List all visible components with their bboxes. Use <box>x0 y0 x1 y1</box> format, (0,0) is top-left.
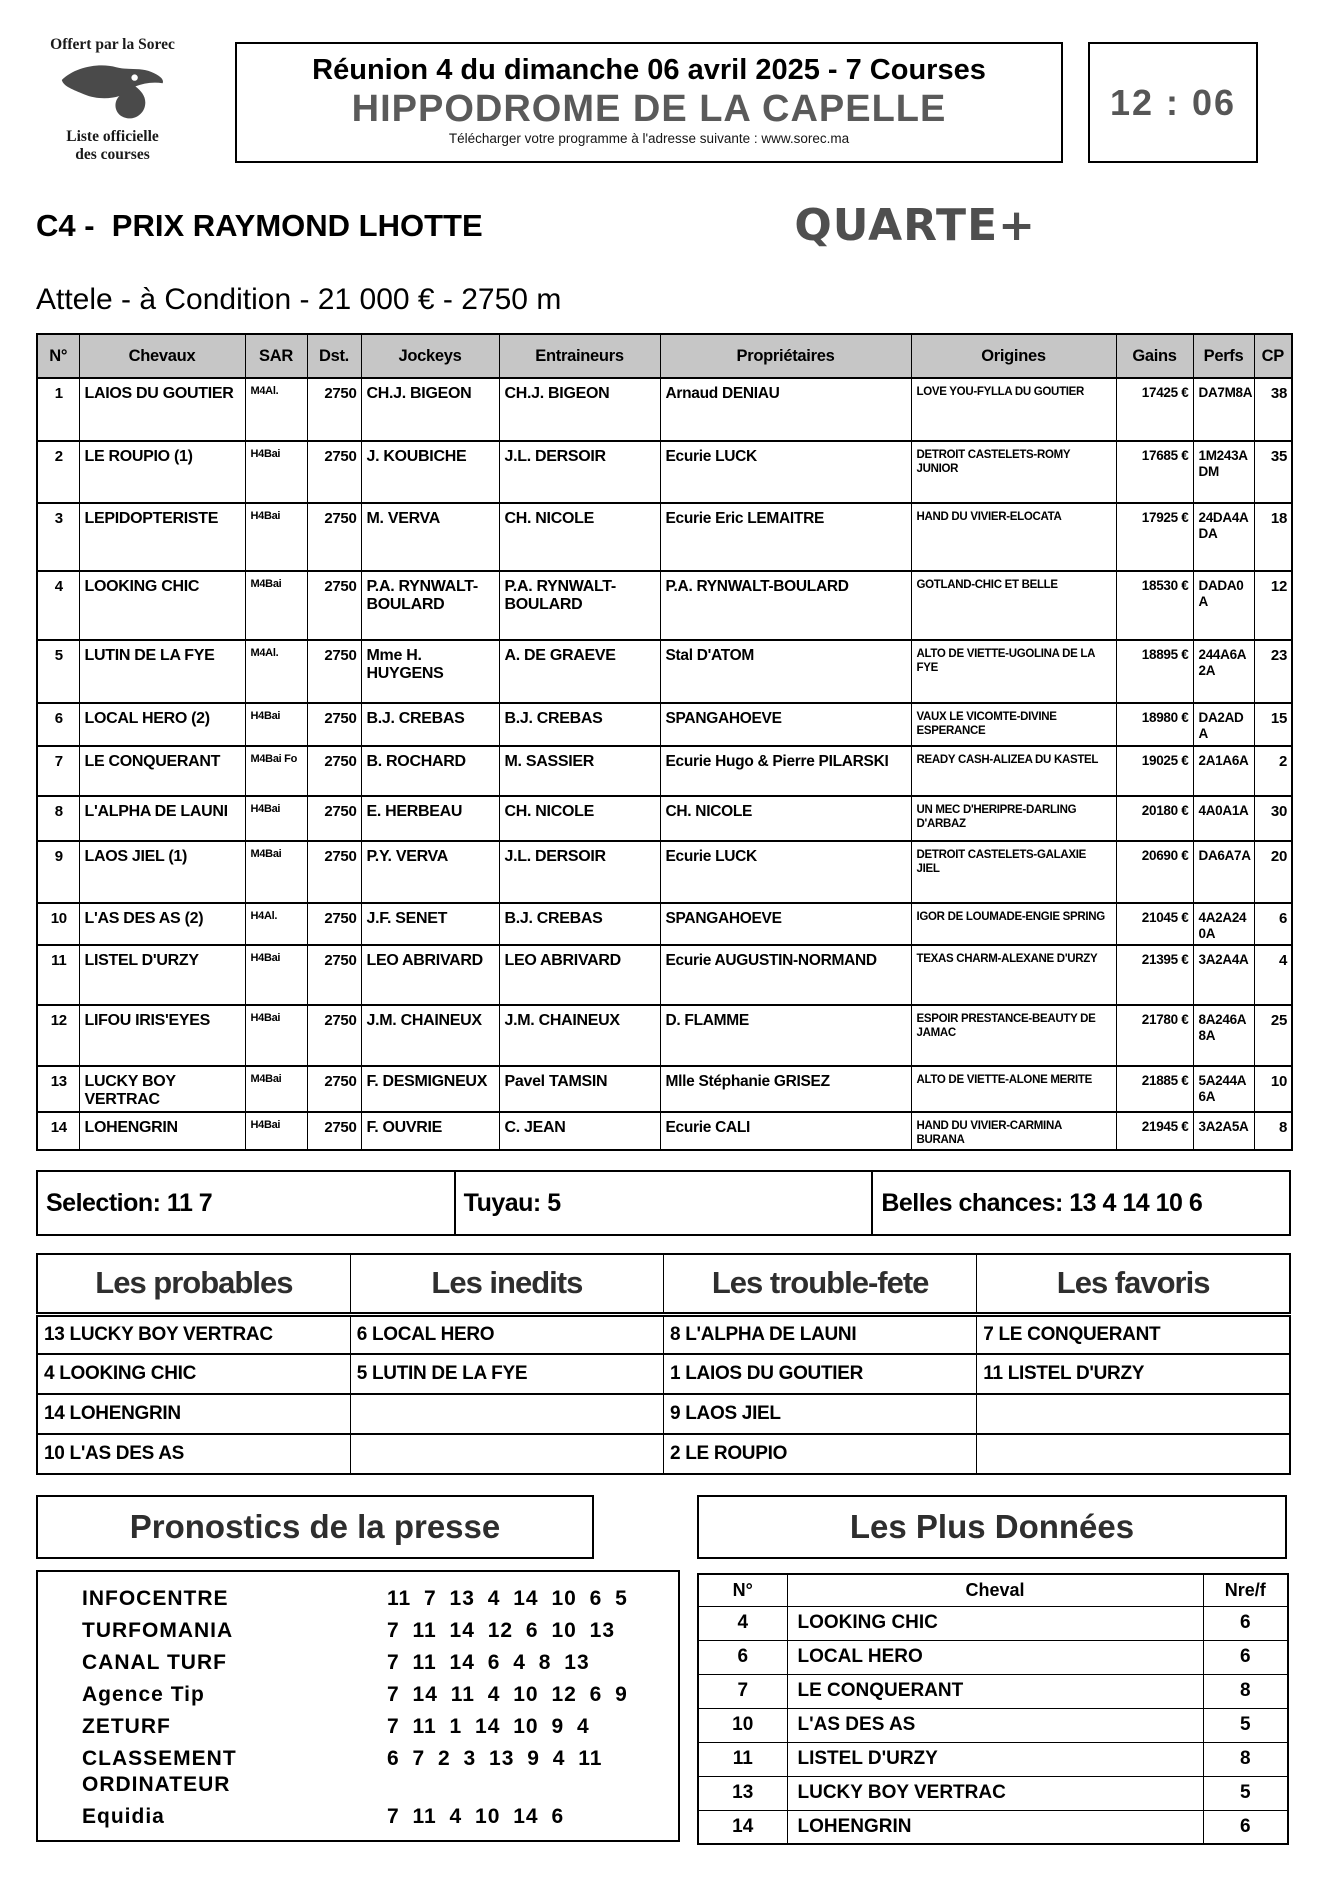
logo-top-text: Offert par la Sorec <box>50 36 175 53</box>
horse-earnings: 21395 € <box>1116 945 1193 1005</box>
horse-distance: 2750 <box>307 746 361 796</box>
horse-earnings: 20180 € <box>1116 796 1193 841</box>
column-header: Chevaux <box>79 334 245 378</box>
horse-trainer: CH. NICOLE <box>499 503 660 571</box>
probables-cell: 4 LOOKING CHIC <box>37 1354 350 1394</box>
horse-owner: Mlle Stéphanie GRISEZ <box>660 1066 911 1112</box>
horse-earnings: 21945 € <box>1116 1112 1193 1150</box>
horse-perfs: 3A2A4A <box>1193 945 1254 1005</box>
horse-jockey: LEO ABRIVARD <box>361 945 499 1005</box>
horse-distance: 2750 <box>307 796 361 841</box>
horse-distance: 2750 <box>307 503 361 571</box>
horse-sar: H4Al. <box>245 903 307 945</box>
horse-sar: M4Al. <box>245 640 307 703</box>
belles-chances-label: Belles chances: 13 4 14 10 6 <box>881 1188 1203 1217</box>
horse-cp: 2 <box>1254 746 1292 796</box>
press-source: CLASSEMENT ORDINATEUR <box>82 1747 237 1796</box>
horse-name: LISTEL D'URZY <box>79 945 245 1005</box>
horse-number: 2 <box>37 441 79 503</box>
plus-horse-count: 6 <box>1203 1640 1288 1674</box>
horse-owner: Stal D'ATOM <box>660 640 911 703</box>
horse-trainer: M. SASSIER <box>499 746 660 796</box>
horse-perfs: 2A1A6A <box>1193 746 1254 796</box>
horse-distance: 2750 <box>307 441 361 503</box>
horse-row <box>37 945 1292 1005</box>
horse-jockey: P.A. RYNWALT-BOULARD <box>361 571 499 640</box>
press-row <box>82 1746 678 1798</box>
probables-cell: 13 LUCKY BOY VERTRAC <box>37 1314 350 1354</box>
horse-perfs: 4A2A24 0A <box>1193 903 1254 945</box>
press-picks: 6 7 2 3 13 9 4 11 <box>387 1747 603 1770</box>
horse-trainer: CH. NICOLE <box>499 796 660 841</box>
horse-row <box>37 703 1292 746</box>
horse-perfs: 244A6A 2A <box>1193 640 1254 703</box>
press-picks: 7 11 14 6 4 8 13 <box>387 1651 590 1674</box>
horse-distance: 2750 <box>307 1112 361 1150</box>
horse-sar: M4Bai <box>245 1066 307 1112</box>
horse-trainer: LEO ABRIVARD <box>499 945 660 1005</box>
column-header: Propriétaires <box>660 334 911 378</box>
pronostics-grid-row <box>37 1394 1290 1434</box>
plus-horse-count: 5 <box>1203 1708 1288 1742</box>
press-source: ZETURF <box>82 1715 171 1738</box>
horse-number: 14 <box>37 1112 79 1150</box>
horse-origins: VAUX LE VICOMTE-DIVINE ESPERANCE <box>911 703 1116 746</box>
plus-horse-count: 5 <box>1203 1776 1288 1810</box>
meeting-title: Réunion 4 du dimanche 06 avril 2025 - 7 Courses <box>312 54 986 86</box>
column-header: N° <box>37 334 79 378</box>
horse-earnings: 17925 € <box>1116 503 1193 571</box>
logo-bottom-text-1: Liste officielle <box>66 128 159 145</box>
plus-horse-count: 6 <box>1203 1606 1288 1640</box>
horse-earnings: 21045 € <box>1116 903 1193 945</box>
horse-distance: 2750 <box>307 945 361 1005</box>
plus-donnees-row <box>698 1810 1288 1844</box>
plus-donnees-column-header: N° <box>698 1574 787 1606</box>
horse-owner: Ecurie AUGUSTIN-NORMAND <box>660 945 911 1005</box>
horse-distance: 2750 <box>307 1005 361 1066</box>
horse-jockey: J.M. CHAINEUX <box>361 1005 499 1066</box>
horse-name: LE CONQUERANT <box>79 746 245 796</box>
press-picks: 7 14 11 4 10 12 6 9 <box>387 1683 628 1706</box>
horse-perfs: 4A0A1A <box>1193 796 1254 841</box>
horse-cp: 10 <box>1254 1066 1292 1112</box>
horse-perfs: 3A2A5A <box>1193 1112 1254 1150</box>
horse-jockey: B.J. CREBAS <box>361 703 499 746</box>
column-header: Gains <box>1116 334 1193 378</box>
pronostics-grid-row <box>37 1354 1290 1394</box>
horse-number: 12 <box>37 1005 79 1066</box>
horse-jockey: M. VERVA <box>361 503 499 571</box>
horse-number: 5 <box>37 640 79 703</box>
horse-trainer: P.A. RYNWALT-BOULARD <box>499 571 660 640</box>
clock-time: 12 : 06 <box>1109 81 1237 123</box>
trouble-fete-cell: 1 LAIOS DU GOUTIER <box>664 1354 977 1394</box>
press-row <box>82 1682 678 1708</box>
press-row <box>82 1714 678 1740</box>
press-row <box>82 1618 678 1644</box>
horse-trainer: J.L. DERSOIR <box>499 841 660 903</box>
horse-origins: ALTO DE VIETTE-ALONE MERITE <box>911 1066 1116 1112</box>
horse-number: 8 <box>37 796 79 841</box>
plus-donnees-column-header: Nre/f <box>1203 1574 1288 1606</box>
horse-row <box>37 571 1292 640</box>
plus-horse-number: 4 <box>698 1606 787 1640</box>
horse-sar: H4Bai <box>245 441 307 503</box>
horse-jockey: Mme H. HUYGENS <box>361 640 499 703</box>
horse-row <box>37 640 1292 703</box>
horse-earnings: 19025 € <box>1116 746 1193 796</box>
plus-horse-count: 6 <box>1203 1810 1288 1844</box>
horse-origins: TEXAS CHARM-ALEXANE D'URZY <box>911 945 1116 1005</box>
horse-earnings: 20690 € <box>1116 841 1193 903</box>
horse-origins: ESPOIR PRESTANCE-BEAUTY DE JAMAC <box>911 1005 1116 1066</box>
horse-owner: SPANGAHOEVE <box>660 703 911 746</box>
horse-distance: 2750 <box>307 378 361 441</box>
horse-perfs: 8A246A 8A <box>1193 1005 1254 1066</box>
clock-box <box>1088 42 1258 163</box>
press-row <box>82 1586 678 1612</box>
horse-earnings: 18895 € <box>1116 640 1193 703</box>
horse-origins: UN MEC D'HERIPRE-DARLING D'ARBAZ <box>911 796 1116 841</box>
horse-name: LOOKING CHIC <box>79 571 245 640</box>
sorec-logo <box>25 36 200 166</box>
horse-perfs: DA6A7A <box>1193 841 1254 903</box>
horse-trainer: C. JEAN <box>499 1112 660 1150</box>
horse-sar: H4Bai <box>245 796 307 841</box>
venue-name: HIPPODROME DE LA CAPELLE <box>351 88 947 130</box>
horse-row <box>37 1005 1292 1066</box>
horse-owner: Ecurie LUCK <box>660 841 911 903</box>
download-note: Télécharger votre programme à l'adresse suivante : www.sorec.ma <box>448 131 850 146</box>
plus-horse-number: 11 <box>698 1742 787 1776</box>
plus-donnees-header <box>697 1495 1287 1559</box>
horse-origins: GOTLAND-CHIC ET BELLE <box>911 571 1116 640</box>
horse-name: LAOS JIEL (1) <box>79 841 245 903</box>
plus-donnees-row <box>698 1776 1288 1810</box>
horse-number: 10 <box>37 903 79 945</box>
plus-horse-name: LOHENGRIN <box>787 1810 1203 1844</box>
press-source: Agence Tip <box>82 1683 205 1706</box>
trouble-fete-cell: 8 L'ALPHA DE LAUNI <box>664 1314 977 1354</box>
column-header: Entraineurs <box>499 334 660 378</box>
horse-owner: CH. NICOLE <box>660 796 911 841</box>
favoris-cell <box>977 1434 1290 1474</box>
plus-horse-number: 7 <box>698 1674 787 1708</box>
horse-distance: 2750 <box>307 1066 361 1112</box>
plus-donnees-row <box>698 1640 1288 1674</box>
horse-sar: M4Bai <box>245 841 307 903</box>
horse-jockey: J. KOUBICHE <box>361 441 499 503</box>
horse-cp: 30 <box>1254 796 1292 841</box>
horse-cp: 38 <box>1254 378 1292 441</box>
race-title-row <box>36 200 1036 251</box>
inedits-cell <box>350 1394 663 1434</box>
horse-owner: Ecurie LUCK <box>660 441 911 503</box>
column-header: Origines <box>911 334 1116 378</box>
pronostics-column-header: Les inedits <box>350 1254 663 1314</box>
plus-donnees-row <box>698 1606 1288 1640</box>
press-panel-title: Pronostics de la presse <box>129 1508 501 1545</box>
horse-owner: D. FLAMME <box>660 1005 911 1066</box>
horse-trainer: B.J. CREBAS <box>499 703 660 746</box>
horse-owner: Ecurie Eric LEMAITRE <box>660 503 911 571</box>
logo-bottom-text-2: des courses <box>75 146 150 163</box>
horse-owner: SPANGAHOEVE <box>660 903 911 945</box>
horse-number: 11 <box>37 945 79 1005</box>
horse-name: LUTIN DE LA FYE <box>79 640 245 703</box>
press-picks: 7 11 1 14 10 9 4 <box>387 1715 590 1738</box>
pronostics-grid <box>36 1253 1291 1475</box>
horse-jockey: J.F. SENET <box>361 903 499 945</box>
horse-sar: H4Bai <box>245 503 307 571</box>
press-list <box>36 1570 680 1842</box>
selection-bar <box>36 1170 1291 1236</box>
race-title: C4 - PRIX RAYMOND LHOTTE <box>36 207 483 243</box>
plus-horse-number: 6 <box>698 1640 787 1674</box>
horse-number: 7 <box>37 746 79 796</box>
horse-row <box>37 503 1292 571</box>
horse-name: LOHENGRIN <box>79 1112 245 1150</box>
horse-cp: 15 <box>1254 703 1292 746</box>
plus-donnees-column-header: Cheval <box>787 1574 1203 1606</box>
horse-origins: LOVE YOU-FYLLA DU GOUTIER <box>911 378 1116 441</box>
horse-trainer: J.L. DERSOIR <box>499 441 660 503</box>
horse-number: 4 <box>37 571 79 640</box>
horse-row <box>37 841 1292 903</box>
plus-horse-name: LOOKING CHIC <box>787 1606 1203 1640</box>
plus-horse-name: L'AS DES AS <box>787 1708 1203 1742</box>
horse-owner: P.A. RYNWALT-BOULARD <box>660 571 911 640</box>
horse-cp: 8 <box>1254 1112 1292 1150</box>
favoris-cell <box>977 1394 1290 1434</box>
horse-cp: 35 <box>1254 441 1292 503</box>
horse-number: 9 <box>37 841 79 903</box>
tuyau-label: Tuyau: 5 <box>456 1172 874 1234</box>
horse-trainer: Pavel TAMSIN <box>499 1066 660 1112</box>
horse-perfs: 1M243A DM <box>1193 441 1254 503</box>
horse-sar: H4Bai <box>245 1005 307 1066</box>
horse-jockey: B. ROCHARD <box>361 746 499 796</box>
horse-trainer: A. DE GRAEVE <box>499 640 660 703</box>
pronostics-grid-row <box>37 1314 1290 1354</box>
horse-earnings: 18980 € <box>1116 703 1193 746</box>
horse-sar: M4Al. <box>245 378 307 441</box>
horse-row <box>37 903 1292 945</box>
horse-name: LEPIDOPTERISTE <box>79 503 245 571</box>
favoris-cell: 7 LE CONQUERANT <box>977 1314 1290 1354</box>
column-header: Perfs <box>1193 334 1254 378</box>
press-source: Equidia <box>82 1805 165 1828</box>
horse-perfs: DADA0 A <box>1193 571 1254 640</box>
horse-name: LE ROUPIO (1) <box>79 441 245 503</box>
horse-number: 6 <box>37 703 79 746</box>
pronostics-column-header: Les trouble-fete <box>664 1254 977 1314</box>
horse-origins: HAND DU VIVIER-CARMINA BURANA <box>911 1112 1116 1150</box>
horse-jockey: P.Y. VERVA <box>361 841 499 903</box>
horse-distance: 2750 <box>307 841 361 903</box>
horse-number: 13 <box>37 1066 79 1112</box>
horse-row <box>37 746 1292 796</box>
horse-row <box>37 378 1292 441</box>
horse-sar: M4Bai <box>245 571 307 640</box>
horse-number: 1 <box>37 378 79 441</box>
plus-donnees-header-row <box>698 1574 1288 1606</box>
meeting-header-box <box>235 42 1063 163</box>
horse-owner: Ecurie Hugo & Pierre PILARSKI <box>660 746 911 796</box>
horse-sar: H4Bai <box>245 703 307 746</box>
horse-cp: 23 <box>1254 640 1292 703</box>
horse-jockey: E. HERBEAU <box>361 796 499 841</box>
plus-horse-count: 8 <box>1203 1742 1288 1776</box>
press-source: CANAL TURF <box>82 1651 227 1674</box>
horse-name: L'ALPHA DE LAUNI <box>79 796 245 841</box>
horse-owner: Ecurie CALI <box>660 1112 911 1150</box>
favoris-cell: 11 LISTEL D'URZY <box>977 1354 1290 1394</box>
plus-horse-name: LUCKY BOY VERTRAC <box>787 1776 1203 1810</box>
horse-trainer: B.J. CREBAS <box>499 903 660 945</box>
horse-distance: 2750 <box>307 903 361 945</box>
horse-origins: IGOR DE LOUMADE-ENGIE SPRING <box>911 903 1116 945</box>
horse-name: LAIOS DU GOUTIER <box>79 378 245 441</box>
horse-cp: 18 <box>1254 503 1292 571</box>
horse-jockey: F. OUVRIE <box>361 1112 499 1150</box>
plus-horse-count: 8 <box>1203 1674 1288 1708</box>
horse-jockey: CH.J. BIGEON <box>361 378 499 441</box>
horse-earnings: 21780 € <box>1116 1005 1193 1066</box>
horse-perfs: DA7M8A <box>1193 378 1254 441</box>
press-row <box>82 1804 678 1830</box>
horse-perfs: 5A244A 6A <box>1193 1066 1254 1112</box>
horse-distance: 2750 <box>307 571 361 640</box>
horse-row <box>37 441 1292 503</box>
press-panel-header <box>36 1495 594 1559</box>
press-picks: 11 7 13 4 14 10 6 5 <box>387 1587 628 1610</box>
horse-row <box>37 796 1292 841</box>
trouble-fete-cell: 9 LAOS JIEL <box>664 1394 977 1434</box>
horse-earnings: 18530 € <box>1116 571 1193 640</box>
horse-perfs: 24DA4A DA <box>1193 503 1254 571</box>
horse-sar: H4Bai <box>245 1112 307 1150</box>
horse-distance: 2750 <box>307 640 361 703</box>
plus-donnees-row <box>698 1742 1288 1776</box>
horse-name: LOCAL HERO (2) <box>79 703 245 746</box>
selection-label: Selection: 11 7 <box>38 1172 456 1234</box>
horse-distance: 2750 <box>307 703 361 746</box>
horse-logo-icon <box>49 56 177 128</box>
horse-cp: 25 <box>1254 1005 1292 1066</box>
horse-number: 3 <box>37 503 79 571</box>
horse-earnings: 21885 € <box>1116 1066 1193 1112</box>
horse-trainer: J.M. CHAINEUX <box>499 1005 660 1066</box>
horse-perfs: DA2AD A <box>1193 703 1254 746</box>
horses-table <box>36 333 1293 1151</box>
horse-sar: H4Bai <box>245 945 307 1005</box>
plus-horse-number: 13 <box>698 1776 787 1810</box>
horse-trainer: CH.J. BIGEON <box>499 378 660 441</box>
probables-cell: 10 L'AS DES AS <box>37 1434 350 1474</box>
horse-origins: DETROIT CASTELETS-GALAXIE JIEL <box>911 841 1116 903</box>
inedits-cell <box>350 1434 663 1474</box>
bet-type-badge: QUARTE+ <box>794 200 1036 251</box>
horse-cp: 20 <box>1254 841 1292 903</box>
horse-row <box>37 1112 1292 1150</box>
plus-horse-number: 14 <box>698 1810 787 1844</box>
press-row <box>82 1650 678 1676</box>
probables-cell: 14 LOHENGRIN <box>37 1394 350 1434</box>
inedits-cell: 5 LUTIN DE LA FYE <box>350 1354 663 1394</box>
plus-donnees-row <box>698 1674 1288 1708</box>
plus-horse-name: LE CONQUERANT <box>787 1674 1203 1708</box>
column-header: CP <box>1254 334 1292 378</box>
plus-horse-number: 10 <box>698 1708 787 1742</box>
plus-donnees-table <box>697 1573 1289 1845</box>
column-header: Dst. <box>307 334 361 378</box>
column-header: SAR <box>245 334 307 378</box>
horse-cp: 6 <box>1254 903 1292 945</box>
inedits-cell: 6 LOCAL HERO <box>350 1314 663 1354</box>
column-header: Jockeys <box>361 334 499 378</box>
horse-cp: 4 <box>1254 945 1292 1005</box>
race-conditions: Attele - à Condition - 21 000 € - 2750 m <box>36 283 562 316</box>
plus-horse-name: LISTEL D'URZY <box>787 1742 1203 1776</box>
horse-origins: READY CASH-ALIZEA DU KASTEL <box>911 746 1116 796</box>
plus-donnees-row <box>698 1708 1288 1742</box>
horse-earnings: 17425 € <box>1116 378 1193 441</box>
horses-table-header-row <box>37 334 1292 378</box>
press-picks: 7 11 14 12 6 10 13 <box>387 1619 615 1642</box>
press-source: INFOCENTRE <box>82 1587 229 1610</box>
horse-owner: Arnaud DENIAU <box>660 378 911 441</box>
plus-donnees-title: Les Plus Données <box>849 1508 1135 1545</box>
press-picks: 7 11 4 10 14 6 <box>387 1805 565 1828</box>
plus-horse-name: LOCAL HERO <box>787 1640 1203 1674</box>
pronostics-column-header: Les favoris <box>977 1254 1290 1314</box>
horse-name: L'AS DES AS (2) <box>79 903 245 945</box>
horse-earnings: 17685 € <box>1116 441 1193 503</box>
horse-name: LIFOU IRIS'EYES <box>79 1005 245 1066</box>
horse-jockey: F. DESMIGNEUX <box>361 1066 499 1112</box>
pronostics-grid-row <box>37 1434 1290 1474</box>
horse-origins: ALTO DE VIETTE-UGOLINA DE LA FYE <box>911 640 1116 703</box>
horse-name: LUCKY BOY VERTRAC <box>79 1066 245 1112</box>
trouble-fete-cell: 2 LE ROUPIO <box>664 1434 977 1474</box>
horse-cp: 12 <box>1254 571 1292 640</box>
press-source: TURFOMANIA <box>82 1619 234 1642</box>
horse-origins: DETROIT CASTELETS-ROMY JUNIOR <box>911 441 1116 503</box>
horse-sar: M4Bai Fo <box>245 746 307 796</box>
horse-origins: HAND DU VIVIER-ELOCATA <box>911 503 1116 571</box>
pronostics-grid-header-row <box>37 1254 1290 1314</box>
pronostics-column-header: Les probables <box>37 1254 350 1314</box>
horse-row <box>37 1066 1292 1112</box>
